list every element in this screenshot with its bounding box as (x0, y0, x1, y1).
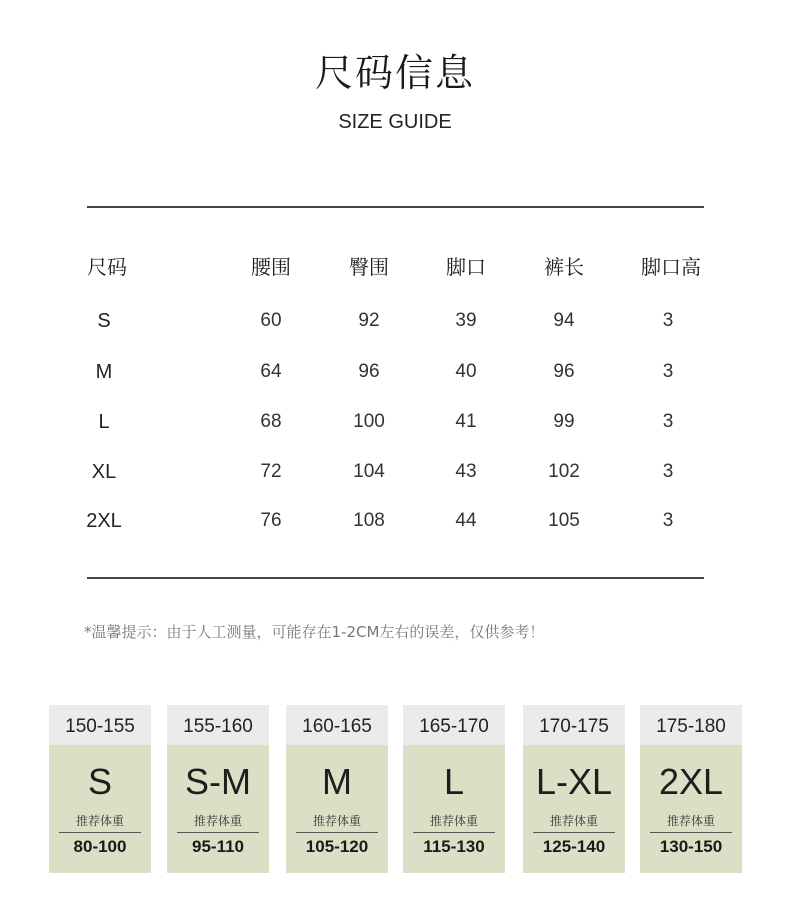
measure-cell: 96 (358, 361, 380, 382)
height-range: 150-155 (49, 705, 151, 745)
weight-label: 推荐体重 (312, 814, 361, 828)
measure-cell: 102 (548, 461, 580, 482)
measure-cell: 3 (662, 461, 674, 482)
measure-cell: 40 (455, 361, 477, 382)
weight-label: 推荐体重 (75, 814, 124, 828)
size-card (523, 705, 625, 873)
weight-divider (650, 832, 732, 833)
size-card (167, 705, 269, 873)
height-range: 175-180 (640, 705, 742, 745)
measure-cell: 43 (455, 461, 477, 482)
height-range: 160-165 (286, 705, 388, 745)
measure-cell: 92 (358, 310, 380, 331)
header-size: 尺码 (87, 255, 127, 279)
size-cell: XL (91, 461, 117, 483)
weight-divider (533, 832, 615, 833)
measure-cell: 60 (260, 310, 282, 331)
size-card (640, 705, 742, 873)
measure-cell: 105 (548, 510, 580, 531)
weight-range: 130-150 (659, 837, 723, 856)
weight-label: 推荐体重 (549, 814, 598, 828)
header-hem-height: 脚口高 (641, 255, 701, 279)
measure-cell: 104 (353, 461, 385, 482)
weight-range: 105-120 (305, 837, 369, 856)
size-card (286, 705, 388, 873)
card-size: S-M (185, 761, 251, 802)
measure-cell: 3 (662, 510, 674, 531)
measure-cell: 39 (455, 310, 477, 331)
measure-cell: 108 (353, 510, 385, 531)
size-cell: L (98, 411, 110, 433)
measure-cell: 68 (260, 411, 282, 432)
size-card (49, 705, 151, 873)
page-title: 尺码信息 (314, 51, 475, 95)
weight-range: 95-110 (192, 837, 244, 856)
weight-label: 推荐体重 (429, 814, 478, 828)
measure-cell: 3 (662, 310, 674, 331)
measure-cell: 100 (353, 411, 385, 432)
card-size: L-XL (535, 761, 613, 802)
size-card (403, 705, 505, 873)
measure-cell: 3 (662, 361, 674, 382)
page-subtitle: SIZE GUIDE (338, 111, 452, 133)
weight-range: 115-130 (423, 837, 485, 856)
weight-range: 125-140 (542, 837, 606, 856)
measure-cell: 96 (553, 361, 575, 382)
height-range: 165-170 (403, 705, 505, 745)
measure-cell: 41 (455, 411, 477, 432)
height-range: 170-175 (523, 705, 625, 745)
weight-divider (177, 832, 259, 833)
table-top-rule (87, 206, 704, 208)
size-cell: S (97, 310, 111, 332)
weight-label: 推荐体重 (666, 814, 715, 828)
weight-label: 推荐体重 (193, 814, 242, 828)
measure-cell: 94 (553, 310, 575, 331)
header-waist: 腰围 (251, 255, 291, 279)
card-size: L (443, 761, 465, 802)
weight-divider (296, 832, 378, 833)
weight-divider (59, 832, 141, 833)
header-length: 裤长 (544, 255, 584, 279)
weight-divider (413, 832, 495, 833)
measure-cell: 64 (260, 361, 282, 382)
measure-cell: 76 (260, 510, 282, 531)
weight-range: 80-100 (73, 837, 127, 856)
measure-cell: 99 (553, 411, 575, 432)
height-range: 155-160 (167, 705, 269, 745)
measurement-note: *温馨提示：由于人工测量，可能存在1-2CM左右的误差，仅供参考！ (84, 623, 545, 641)
measure-cell: 3 (662, 411, 674, 432)
card-size: M (322, 761, 352, 802)
header-hip: 臀围 (349, 255, 389, 279)
header-hem: 脚口 (446, 255, 486, 279)
size-cell: 2XL (86, 510, 122, 532)
measure-cell: 44 (455, 510, 477, 531)
card-size: 2XL (658, 761, 724, 802)
card-size: S (87, 761, 112, 802)
measure-cell: 72 (260, 461, 282, 482)
table-bottom-rule (87, 577, 704, 579)
size-cell: M (95, 361, 113, 383)
